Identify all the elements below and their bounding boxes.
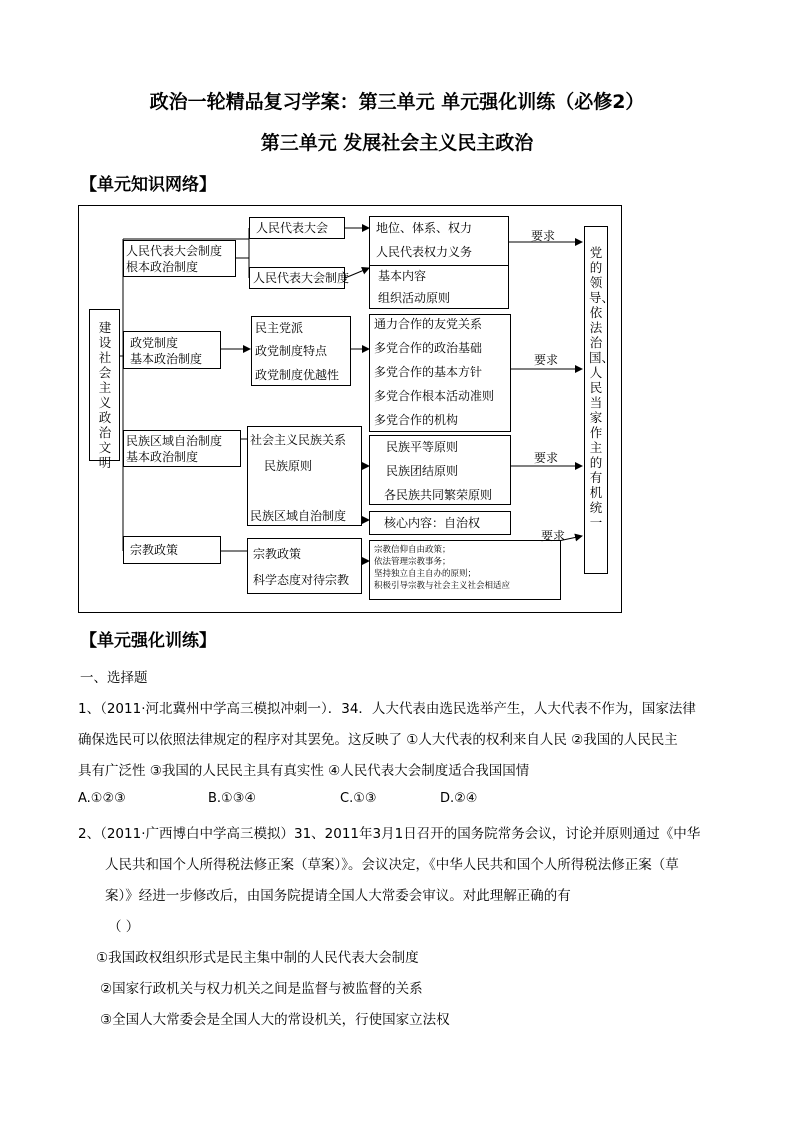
q1-option-d: D.②④ bbox=[440, 791, 478, 806]
doc-title: 政治一轮精品复习学案：第三单元 单元强化训练（必修2） bbox=[149, 91, 645, 113]
q2-line: 人民共和国个人所得税法修正案（草案）》。会议决定，《中华人民共和国个人所得税法修正案（草 bbox=[105, 857, 679, 873]
item: 政党制度特点 bbox=[255, 344, 328, 358]
item: 科学态度对待宗教 bbox=[253, 573, 350, 587]
branch-party-line2: 基本政治制度 bbox=[130, 352, 203, 366]
items-ethnic-b bbox=[369, 511, 511, 535]
unit-title: 第三单元 发展社会主义民主政治 bbox=[260, 132, 534, 154]
item: 民族原则 bbox=[264, 459, 313, 473]
branch-ethnic-line1: 民族区域自治制度 bbox=[126, 434, 223, 448]
require-label: 要求 bbox=[531, 229, 556, 243]
item: 民主党派 bbox=[255, 321, 304, 335]
item: 人民代表权力义务 bbox=[376, 245, 473, 259]
root-label: 建设社会主义政治文明 bbox=[98, 320, 112, 470]
item: 依法管理宗教事务； bbox=[374, 557, 451, 567]
sub-npc-system-label: 人民代表大会制度 bbox=[253, 271, 350, 285]
item: 多党合作根本活动准则 bbox=[374, 389, 495, 403]
q2-line: 2、（2011·广西博白中学高三模拟）31、2011年3月1日召开的国务院常务会议，讨论并原则通过《中华 bbox=[78, 826, 701, 842]
q1-line: 确保选民可以依照法律规定的程序对其罢免。这反映了 ①人大代表的权利来自人民 ②我国的人民民主 bbox=[78, 732, 678, 748]
q1-line: 1、（2011·河北冀州中学高三模拟冲刺一）．34．人大代表由选民选举产生，人大代表不作为，国家法律 bbox=[78, 701, 696, 717]
item: 核心内容：自治权 bbox=[384, 516, 481, 530]
q1-line: 具有广泛性 ③我国的人民民主具有真实性 ④人民代表大会制度适合我国国情 bbox=[78, 763, 530, 779]
items-npc-a bbox=[369, 216, 509, 266]
item: 多党合作的基本方针 bbox=[374, 365, 483, 379]
items-religion bbox=[369, 540, 561, 600]
item: 宗教政策 bbox=[253, 547, 302, 561]
items-npc-b bbox=[369, 265, 509, 309]
item: 民族团结原则 bbox=[386, 464, 459, 478]
require-label: 要求 bbox=[541, 529, 566, 543]
sub-npc bbox=[249, 217, 345, 239]
q2-statement: ①我国政权组织形式是民主集中制的人民代表大会制度 bbox=[96, 950, 419, 966]
item: 民族平等原则 bbox=[386, 440, 459, 454]
subs-ethnic bbox=[247, 426, 362, 526]
branch-ethnic-box bbox=[123, 430, 241, 467]
sub-npc-label: 人民代表大会 bbox=[256, 221, 329, 235]
item: 社会主义民族关系 bbox=[250, 433, 347, 447]
branch-party-line1: 政党制度 bbox=[130, 336, 179, 350]
branch-npc-line2: 根本政治制度 bbox=[126, 260, 199, 274]
q2-answer-blank: （ ） bbox=[108, 919, 140, 935]
q2-line: 案）》经进一步修改后，由国务院提请全国人大常委会审议。对此理解正确的有 bbox=[105, 888, 571, 904]
require-label: 要求 bbox=[534, 353, 559, 367]
items-ethnic-a bbox=[369, 435, 511, 505]
section-network-heading: 【单元知识网络】 bbox=[80, 175, 216, 195]
item: 积极引导宗教与社会主义社会相适应 bbox=[374, 581, 511, 591]
q2-statement: ③全国人大常委会是全国人大的常设机关，行使国家立法权 bbox=[100, 1012, 450, 1028]
q1-option-a: A.①②③ bbox=[78, 791, 126, 806]
item: 宗教信仰自由政策； bbox=[374, 545, 451, 555]
branch-religion-label: 宗教政策 bbox=[130, 543, 179, 557]
subs-religion bbox=[247, 538, 362, 594]
item: 地位、体系、权力 bbox=[376, 221, 473, 235]
item: 政党制度优越性 bbox=[255, 368, 340, 382]
require-label: 要求 bbox=[534, 451, 559, 465]
q2-statement: ②国家行政机关与权力机关之间是监督与被监督的关系 bbox=[100, 981, 423, 997]
q1-option-c: C.①③ bbox=[340, 791, 377, 806]
subs-party bbox=[251, 316, 351, 386]
item: 组织活动原则 bbox=[378, 291, 451, 305]
branch-ethnic-line2: 基本政治制度 bbox=[126, 450, 199, 464]
item: 民族区域自治制度 bbox=[250, 509, 347, 523]
item: 坚持独立自主自办的原则； bbox=[374, 569, 477, 579]
item: 各民族共同繁荣原则 bbox=[384, 488, 493, 502]
branch-religion-box bbox=[123, 536, 221, 564]
section-training-heading: 【单元强化训练】 bbox=[80, 631, 216, 651]
branch-party-box bbox=[123, 331, 221, 369]
knowledge-network-diagram bbox=[78, 205, 622, 613]
item: 多党合作的机构 bbox=[374, 413, 459, 427]
right-goal-box bbox=[584, 226, 615, 574]
part1-heading: 一、选择题 bbox=[80, 670, 148, 686]
items-party bbox=[369, 314, 511, 432]
item: 通力合作的友党关系 bbox=[374, 317, 483, 331]
item: 多党合作的政治基础 bbox=[374, 341, 483, 355]
q1-option-b: B.①③④ bbox=[208, 791, 257, 806]
right-goal-label: 党的领导、依法治国、人民当家作主的有机统一 bbox=[589, 245, 615, 530]
branch-npc-box bbox=[123, 240, 236, 277]
root-box bbox=[89, 309, 120, 470]
sub-npc-system bbox=[249, 267, 350, 289]
branch-npc-line1: 人民代表大会制度 bbox=[126, 244, 223, 258]
item: 基本内容 bbox=[378, 269, 427, 283]
